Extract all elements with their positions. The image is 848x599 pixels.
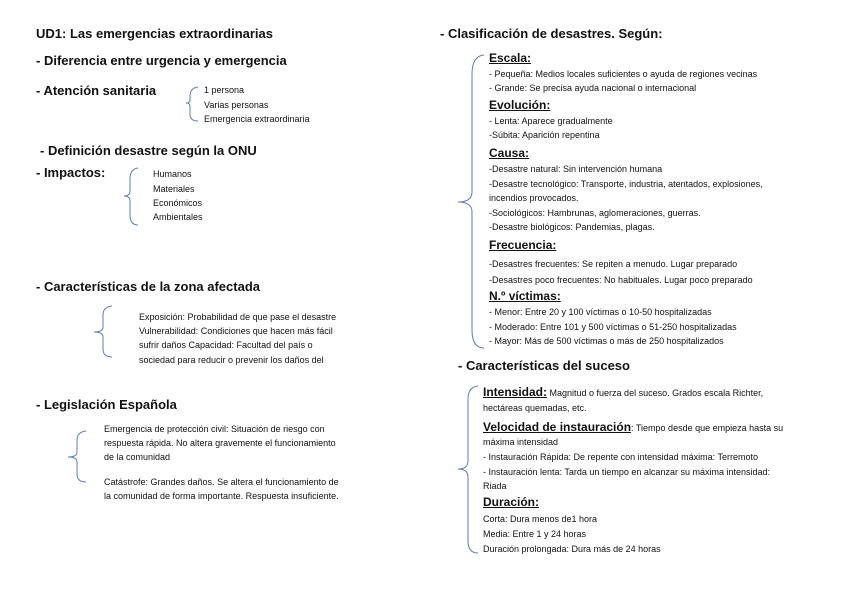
escala-line: - Pequeña: Medios locales suficientes o ayuda de regiones vecinas bbox=[489, 69, 758, 79]
zona-line: sociedad para reducir o prevenir los daños del bbox=[139, 355, 324, 365]
causa-line: -Sociológicos: Hambrunas, aglomeraciones, guerras. bbox=[489, 208, 701, 218]
atencion-item: 1 persona bbox=[204, 85, 245, 95]
causa-line: -Desastre tecnológico: Transporte, industria, atentados, explosiones, bbox=[489, 179, 763, 189]
evolucion-line: -Súbita: Aparición repentina bbox=[489, 130, 600, 140]
intensidad-row bbox=[483, 383, 763, 401]
frecuencia-title: Frecuencia: bbox=[489, 238, 557, 252]
frecuencia-line: -Desastres poco frecuentes: No habituales. Lugar poco preparado bbox=[489, 275, 753, 285]
duracion-line: Duración prolongada: Dura más de 24 horas bbox=[483, 544, 661, 554]
impacto-item: Económicos bbox=[153, 198, 203, 208]
brace-suceso bbox=[458, 385, 480, 555]
intensidad-line: hectáreas quemadas, etc. bbox=[483, 403, 587, 413]
causa-line: -Desastre biológicos: Pandemias, plagas. bbox=[489, 222, 655, 232]
zona-line: sufrir daños Capacidad: Facultad del país o bbox=[139, 340, 313, 350]
evolucion-title: Evolución: bbox=[489, 98, 551, 112]
zona-line: Exposición: Probabilidad de que pase el desastre bbox=[139, 312, 337, 322]
brace-impactos bbox=[124, 167, 140, 227]
victimas-line: - Moderado: Entre 101 y 500 víctimas o 51-250 hospitalizadas bbox=[489, 322, 737, 332]
velocidad-title: Velocidad de instauración bbox=[483, 420, 632, 434]
legislacion-line: Emergencia de protección civil: Situación de riesgo con bbox=[104, 424, 325, 434]
heading-caracteristicas-suceso: - Características del suceso bbox=[458, 358, 630, 373]
velocidad-text: : Tiempo desde que empieza hasta su bbox=[631, 423, 784, 433]
duracion-line: Corta: Dura menos de1 hora bbox=[483, 514, 598, 524]
velocidad-line: - Instauración Rápida: De repente con intensidad máxima: Terremoto bbox=[483, 452, 758, 462]
victimas-title: N.º víctimas: bbox=[489, 289, 561, 303]
legislacion-line: Catástrofe: Grandes daños. Se altera el funcionamiento de bbox=[104, 477, 339, 487]
heading-atencion-sanitaria: - Atención sanitaria bbox=[36, 83, 157, 98]
brace-legislacion bbox=[68, 430, 88, 484]
atencion-item: Emergencia extraordinaria bbox=[204, 114, 310, 124]
intensidad-text: Magnitud o fuerza del suceso. Grados escala Richter, bbox=[547, 388, 764, 398]
causa-line: incendios provocados. bbox=[489, 193, 579, 203]
impacto-item: Humanos bbox=[153, 169, 192, 179]
duracion-title: Duración: bbox=[483, 495, 540, 509]
brace-atencion bbox=[186, 86, 200, 122]
victimas-line: - Menor: Entre 20 y 100 víctimas o 10-50 hospitalizadas bbox=[489, 307, 712, 317]
heading-legislacion: - Legislación Española bbox=[36, 397, 177, 412]
duracion-line: Media: Entre 1 y 24 horas bbox=[483, 529, 587, 539]
heading-caracteristicas-zona: - Características de la zona afectada bbox=[36, 279, 260, 294]
heading-impactos: - Impactos: bbox=[36, 165, 106, 180]
zona-line: Vulnerabilidad: Condiciones que hacen más fácil bbox=[139, 326, 333, 336]
intensidad-title: Intensidad: bbox=[483, 385, 548, 399]
document-title: UD1: Las emergencias extraordinarias bbox=[36, 26, 273, 41]
heading-clasificacion: - Clasificación de desastres. Según: bbox=[440, 26, 663, 41]
causa-title: Causa: bbox=[489, 146, 530, 160]
impacto-item: Materiales bbox=[153, 184, 195, 194]
causa-line: -Desastre natural: Sin intervención humana bbox=[489, 164, 663, 174]
victimas-line: - Mayor: Más de 500 víctimas o más de 250 hospitalizados bbox=[489, 336, 724, 346]
velocidad-line: máxima intensidad bbox=[483, 437, 559, 447]
atencion-item: Varias personas bbox=[204, 100, 269, 110]
escala-line: - Grande: Se precisa ayuda nacional o internacional bbox=[489, 83, 697, 93]
frecuencia-line: -Desastres frecuentes: Se repiten a menudo. Lugar preparado bbox=[489, 259, 738, 269]
evolucion-line: - Lenta: Aparece gradualmente bbox=[489, 116, 613, 126]
brace-caracteristicas-zona bbox=[94, 305, 114, 359]
impacto-item: Ambientales bbox=[153, 212, 203, 222]
velocidad-line: Riada bbox=[483, 481, 507, 491]
heading-definicion-onu: - Definición desastre según la ONU bbox=[40, 143, 257, 158]
legislacion-line: la comunidad de forma importante. Respuesta insuficiente. bbox=[104, 491, 339, 501]
escala-title: Escala: bbox=[489, 51, 532, 65]
legislacion-line: de la comunidad bbox=[104, 452, 171, 462]
brace-clasificacion bbox=[458, 54, 486, 350]
velocidad-row bbox=[483, 418, 783, 436]
heading-diferencia: - Diferencia entre urgencia y emergencia bbox=[36, 53, 287, 68]
legislacion-line: respuesta rápida. No altera gravemente el funcionamiento bbox=[104, 438, 336, 448]
velocidad-line: - Instauración lenta: Tarda un tiempo en alcanzar su máxima intensidad: bbox=[483, 467, 770, 477]
